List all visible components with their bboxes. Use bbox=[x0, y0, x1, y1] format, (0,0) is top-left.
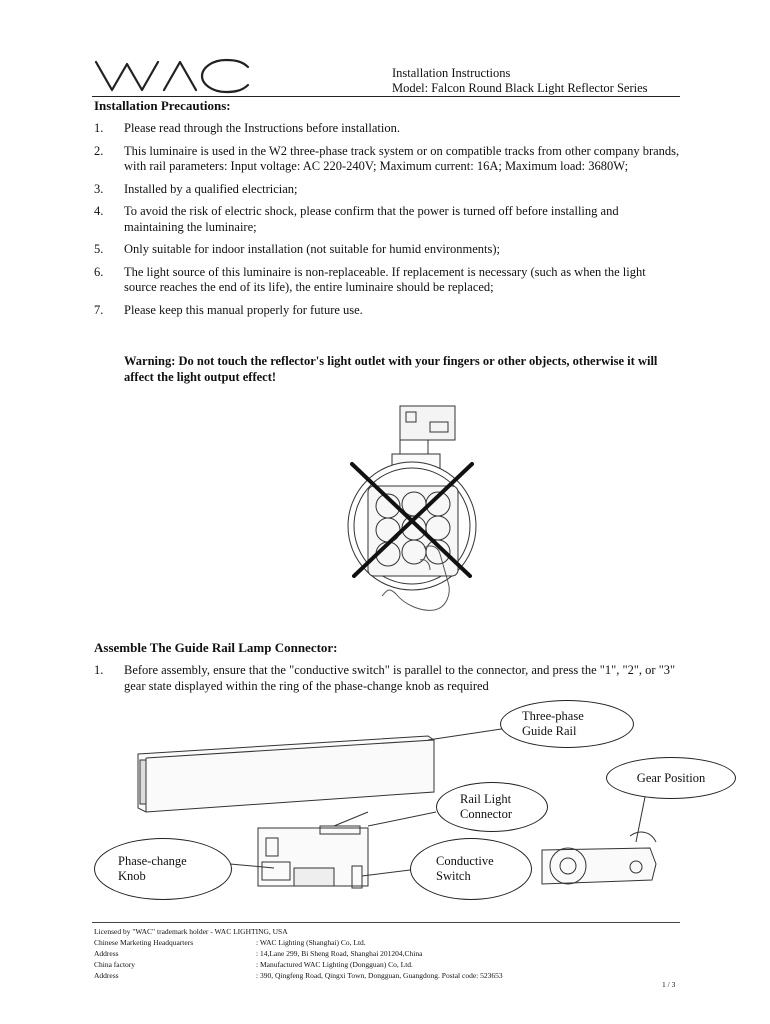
list-item bbox=[94, 144, 680, 175]
footer bbox=[94, 926, 680, 981]
callout-label: Gear Position bbox=[636, 770, 706, 785]
callout-label: Phase-change Knob bbox=[118, 854, 187, 883]
footer-key: Chinese Marketing Headquarters bbox=[94, 938, 194, 947]
callout-phase-change-knob bbox=[94, 838, 232, 900]
footer-key: Address bbox=[94, 971, 119, 980]
header-model: Model: Falcon Round Black Light Reflector Series bbox=[392, 81, 648, 95]
list-item bbox=[94, 303, 680, 319]
item-number: 6. bbox=[94, 264, 104, 279]
callout-three-phase-guide-rail bbox=[500, 700, 634, 748]
list-item bbox=[94, 121, 680, 137]
assemble-list bbox=[94, 663, 680, 694]
item-number: 5. bbox=[94, 242, 104, 256]
footer-license: Licensed by "WAC" trademark holder - WAC LIGHTING, USA bbox=[94, 927, 288, 936]
do-not-touch-illustration bbox=[330, 398, 500, 623]
item-number: 4. bbox=[94, 204, 104, 218]
list-item bbox=[94, 204, 680, 235]
item-text: Installed by a qualified electrician; bbox=[124, 181, 298, 196]
item-text: The light source of this luminaire is non-replaceable. If replacement is necessary (such as when the light source reaches the end of its life), the entire luminaire should be replaced; bbox=[124, 264, 646, 294]
footer-row bbox=[94, 937, 680, 948]
callout-label: Conductive Switch bbox=[436, 854, 494, 883]
footer-row bbox=[94, 948, 680, 959]
warning-text: Warning: Do not touch the reflector's light outlet with your fingers or other objects, otherwise it will affect the light output effect! bbox=[124, 354, 658, 384]
item-number: 1. bbox=[94, 121, 104, 135]
page-number: 1 / 3 bbox=[662, 980, 676, 989]
wac-logo bbox=[94, 56, 254, 96]
callout-gear-position bbox=[606, 757, 736, 799]
precautions-list bbox=[94, 121, 680, 318]
callout-label: Three-phase Guide Rail bbox=[522, 709, 584, 738]
callout-label: Rail Light Connector bbox=[460, 792, 513, 821]
item-number: 7. bbox=[94, 302, 104, 317]
item-text: Please keep this manual properly for future use. bbox=[124, 302, 363, 317]
item-text: Only suitable for indoor installation (not suitable for humid environments); bbox=[124, 242, 500, 256]
header-divider bbox=[92, 96, 680, 97]
list-item bbox=[94, 265, 680, 296]
callout-conductive-switch bbox=[410, 838, 532, 900]
item-number: 2. bbox=[94, 143, 104, 158]
item-text: This luminaire is used in the W2 three-phase track system or on compatible tracks from other company brands, with rail parameters: Input voltage: AC 220-240V; Maximum current: 16A; Maximum load: 3680W; bbox=[124, 143, 680, 173]
list-item bbox=[94, 663, 680, 694]
footer-value: : WAC Lighting (Shanghai) Co, Ltd. bbox=[256, 938, 366, 947]
item-number: 1. bbox=[94, 663, 104, 677]
header-title: Installation Instructions bbox=[392, 66, 511, 80]
footer-row bbox=[94, 959, 680, 970]
item-text: Before assembly, ensure that the "conductive switch" is parallel to the connector, and press the "1", "2", or "3" gear state displayed within the ring of the phase-change knob as required bbox=[124, 663, 676, 693]
footer-key: Address bbox=[94, 949, 119, 958]
footer-value: : Manufactured WAC Lighting (Dongguan) Co, Ltd. bbox=[256, 960, 413, 969]
list-item bbox=[94, 182, 680, 198]
document-header bbox=[392, 66, 648, 96]
item-text: To avoid the risk of electric shock, please confirm that the power is turned off before installing and maintaining the luminaire; bbox=[124, 204, 619, 234]
item-number: 3. bbox=[94, 181, 104, 196]
footer-row bbox=[94, 970, 680, 981]
footer-divider bbox=[92, 922, 680, 923]
item-text: Please read through the Instructions before installation. bbox=[124, 121, 400, 135]
footer-key: China factory bbox=[94, 960, 136, 969]
assemble-heading: Assemble The Guide Rail Lamp Connector: bbox=[94, 640, 338, 655]
list-item bbox=[94, 242, 680, 258]
footer-value: : 390, Qingfeng Road, Qingxi Town, Dongguan, Guangdong. Postal code: 523653 bbox=[256, 971, 503, 980]
footer-value: : 14,Lane 299, Bi Sheng Road, Shanghai 201204,China bbox=[256, 949, 423, 958]
precautions-heading: Installation Precautions: bbox=[94, 98, 231, 113]
callout-rail-light-connector bbox=[436, 782, 548, 832]
